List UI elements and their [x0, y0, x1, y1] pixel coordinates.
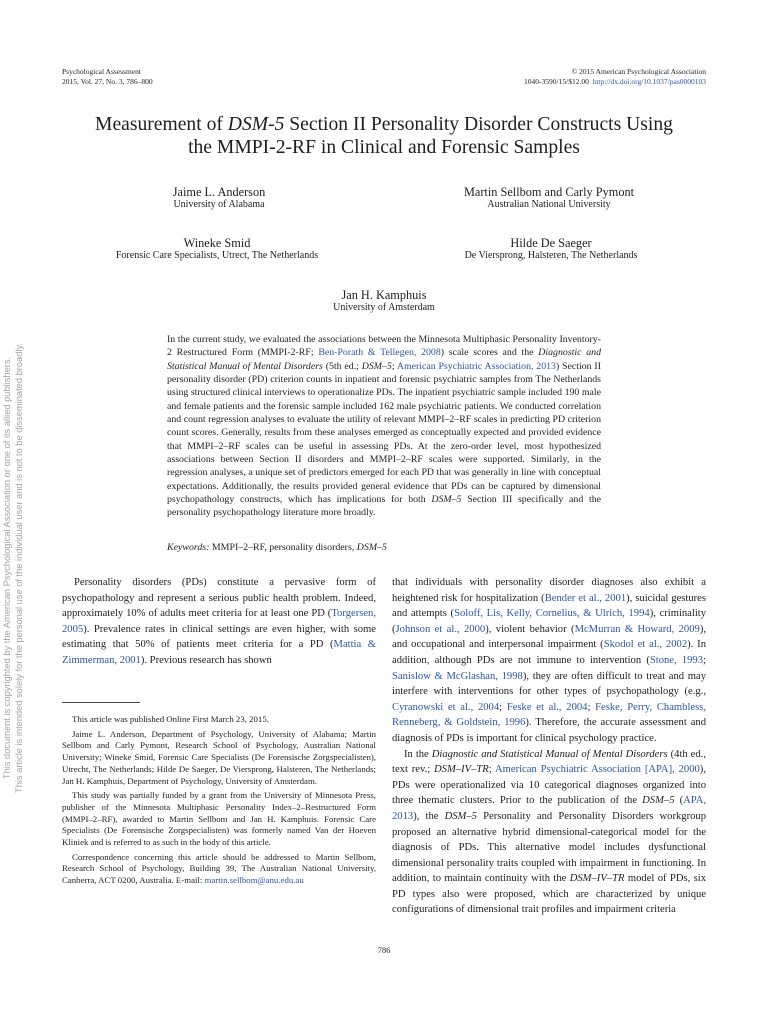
- copyright-header: [524, 67, 706, 86]
- author-block: [54, 185, 384, 211]
- body-paragraph: [62, 575, 376, 669]
- body-text: ). Previous research has shown: [140, 654, 272, 666]
- body-text: model of PDs, six PD types also were proposed, which are characterized by unique configurations of dimensional trait profiles and impairment criteria: [392, 873, 706, 916]
- citation-link[interactable]: Skodol et al., 2002: [603, 639, 688, 651]
- copyright-side-notice: [1, 280, 25, 856]
- body-emphasis: DSM–5: [444, 810, 477, 822]
- abstract-text: In the current study, we evaluated the associations between the Minnesota Multiphasic Personality Inventory-2 Restructured Form (MMPI-2-RF;: [167, 334, 601, 359]
- footnote-text: Correspondence concerning this article should be addressed to Martin Sellbom, Research School of Psychology, Building 39, The Australian National University, Canberra, ACT 0200, Australia. E-mail:: [62, 851, 376, 886]
- abstract-emphasis: Diagnostic and Statistical Manual of Mental Disorders: [167, 347, 601, 372]
- footnotes: [62, 714, 376, 890]
- body-paragraph: [392, 747, 706, 919]
- body-text: ), violent behavior (: [485, 623, 575, 635]
- body-emphasis: DSM–IV–TR: [434, 764, 489, 776]
- citation-link[interactable]: Sanislow & McGlashan, 1998: [392, 670, 523, 682]
- author-block: [52, 236, 382, 262]
- body-text: ), they are often difficult to treat and may interfere with interventions for other types of psychopathology (e.g.,: [392, 670, 706, 698]
- body-text: ;: [488, 764, 495, 776]
- article-title: [40, 113, 728, 159]
- abstract-text: ) scale scores and the: [440, 347, 539, 359]
- title-text: Section II Personality Disorder Constructs Using: [284, 114, 673, 135]
- citation-link[interactable]: Bender et al., 2001: [544, 592, 627, 604]
- author-block: [386, 236, 716, 262]
- citation-link[interactable]: McMurran & Howard, 2009: [574, 623, 700, 635]
- body-text: ), the: [413, 810, 445, 822]
- body-text: ;: [499, 701, 507, 713]
- body-text: ), criminality (: [392, 608, 707, 635]
- citation-link[interactable]: Soloff, Lis, Kelly, Cornelius, & Ulrich, 1994: [454, 608, 650, 620]
- author-affiliation: University of Alabama: [173, 199, 265, 210]
- author-affiliation: Australian National University: [487, 199, 611, 210]
- body-text: ;: [587, 701, 596, 713]
- citation-link[interactable]: American Psychiatric Association [APA], 2000: [494, 764, 700, 776]
- citation-link[interactable]: American Psychiatric Association, 2013: [396, 360, 556, 372]
- author-affiliation: Forensic Care Specialists, Utrect, The Netherlands: [115, 250, 319, 261]
- side-notice-line: This document is copyrighted by the American Psychological Association or one of its allied publishers.: [2, 356, 12, 780]
- body-text: that individuals with personality disorder diagnoses also exhibit a heightened risk for hospitalization (: [392, 577, 706, 604]
- author-name: Martin Sellbom and Carly Pymont: [463, 185, 635, 199]
- body-text: (4th ed., text rev.;: [392, 748, 706, 776]
- abstract-text: (5th ed.;: [322, 360, 362, 372]
- citation-link[interactable]: Feske et al., 2004: [506, 701, 588, 713]
- citation-link[interactable]: Stone, 1993: [649, 654, 704, 666]
- body-emphasis: DSM–5: [642, 795, 675, 807]
- journal-citation: 2015, Vol. 27, No. 3, 786–800: [62, 76, 153, 86]
- journal-name: Psychological Assessment: [62, 67, 141, 76]
- body-text: Personality and Personality Disorders workgroup proposed an alternative hybrid dimensional-categorical model for the diagnosis of PDs. This alternative model includes dysfunctional dimensional personality traits coupled with impairment in functioning. In addition, to maintain continuity with the: [392, 810, 706, 885]
- citation-link[interactable]: Cyranowski et al., 2004: [392, 701, 500, 713]
- body-text: ), suicidal gestures and attempts (: [392, 592, 707, 620]
- body-text: In the: [404, 748, 432, 760]
- title-text: Measurement of: [95, 114, 228, 135]
- abstract-text: ) Section II personality disorder (PD) criterion counts in inpatient and forensic psychiatric samples from The Netherlands using structured clinical interviews to operationalize PDs. The inpatient psychiatric sample included 190 male and female patients and the forensic sample included 162 male psychiatric patients. We conducted correlation and count regression analyses to evaluate the utility of relevant MMPI–2–RF scales in predicting PD criterion count scores. Generally, results from these analyses emerged as conceptually expected and provided evidence that MMPI–2–RF scales can be useful in assessing PDs. At the zero-order level, most hypothesized associations between Section II disorders and MMPI–2–RF scales were supported. Similarly, in the regression analyses, a unique set of predictors emerged for each PD that was generally in line with conceptual expectations. Additionally, the results provided general evidence that PDs can be captured by dimensional psychopathology constructs, which has implications for both: [167, 360, 601, 506]
- citation-link[interactable]: Feske, Perry, Chambless, Renneberg, & Goldstein, 1996: [392, 701, 706, 729]
- author-name: Wineke Smid: [183, 236, 251, 250]
- email-link[interactable]: martin.sellbom@anu.edu.au: [204, 875, 304, 886]
- keywords: [167, 542, 601, 553]
- abstract-emphasis: DSM–5: [361, 360, 392, 372]
- body-column-left: [62, 575, 376, 669]
- body-text: ), PDs were operationalized via 10 categorical diagnoses organized into three thematic clusters. Prior to the publication of the: [392, 764, 706, 807]
- page-number: 786: [377, 945, 391, 955]
- body-emphasis: Diagnostic and Statistical Manual of Mental Disorders: [431, 748, 668, 760]
- body-text: ), and occupational and interpersonal impairment (: [392, 623, 707, 651]
- journal-header: [62, 67, 153, 86]
- footnote: Jaime L. Anderson, Department of Psychology, University of Alabama; Martin Sellbom and Carly Pymont, Research School of Psychology, Australian National University; Wineke Smid, Forensic Care Specialists (De Forensische Zorgspecialisten), Utrecht, The Netherlands; Hilde De Saeger, De Viersprong, Halsteren, The Netherlands; Jan H. Kamphuis, Department of Psychology, University of Amsterdam.: [62, 728, 376, 786]
- citation-link[interactable]: APA, 2013: [392, 795, 706, 822]
- author-block: [219, 288, 549, 314]
- footnote: This article was published Online First March 23, 2015.: [72, 714, 269, 724]
- author-block: [384, 185, 714, 211]
- abstract-text: ;: [391, 360, 397, 372]
- body-paragraph: [392, 575, 706, 747]
- body-text: (: [674, 795, 684, 807]
- body-text: ). Therefore, the accurate assessment and diagnosis of PDs is important for clinical psychology practice.: [392, 717, 706, 744]
- title-line-1: [40, 113, 728, 136]
- doi-link[interactable]: http://dx.doi.org/10.1037/pas0000103: [592, 76, 706, 86]
- issn: 1040-3590/15/$12.00: [524, 76, 589, 86]
- author-affiliation: De Viersprong, Halsteren, The Netherlands: [464, 250, 638, 261]
- keywords-label: Keywords:: [167, 542, 210, 553]
- body-text: Personality disorders (PDs) constitute a pervasive form of psychopathology and represent a serious public health problem. Indeed, approximately 10% of adults meet criteria for at least one PD (: [62, 577, 376, 620]
- title-line-2: the MMPI-2-RF in Clinical and Forensic Samples: [188, 137, 580, 158]
- citation-link[interactable]: Torgersen, 2005: [62, 608, 376, 635]
- author-name: Hilde De Saeger: [510, 236, 592, 250]
- body-text: ). In addition, although PDs are not immune to intervention (: [392, 639, 706, 666]
- citation-link[interactable]: Mattia & Zimmerman, 2001: [62, 639, 377, 666]
- body-column-right: [392, 575, 706, 918]
- abstract-text: Section III specifically and the personality psychopathology literature more broadly.: [167, 494, 601, 519]
- footnote: This study was partially funded by a grant from the University of Minnesota Press, publisher of the Minnesota Multiphasic Personality Index–2–Restructured Form (MMPI–2–RF), awarded to Martin Sellbom and Jan H. Kamphuis. Forensic Care Specialists (De Forensische Zorgspecialisten) was formerly named Van der Hoeven Kliniek and is referred to as such in the body of this article.: [62, 790, 376, 848]
- body-text: ;: [703, 654, 706, 666]
- abstract-emphasis: DSM–5: [431, 494, 462, 506]
- keywords-emphasis: DSM–5: [356, 542, 387, 553]
- author-name: Jan H. Kamphuis: [341, 288, 427, 302]
- body-emphasis: DSM–IV–TR: [569, 873, 625, 885]
- keywords-text: MMPI–2–RF, personality disorders,: [209, 542, 357, 553]
- copyright-line: © 2015 American Psychological Association: [571, 67, 706, 76]
- title-emphasis: DSM-5: [227, 114, 285, 135]
- issn-doi-line: [524, 77, 706, 87]
- author-name: Jaime L. Anderson: [172, 185, 266, 199]
- side-notice-line: This article is intended solely for the personal use of the individual user and is not to be disseminated broadly.: [14, 343, 24, 793]
- footnote: [62, 852, 376, 887]
- citation-link[interactable]: Johnson et al., 2000: [395, 623, 486, 635]
- citation-link[interactable]: Ben-Porath & Tellegen, 2008: [318, 347, 441, 359]
- abstract: [167, 333, 601, 520]
- body-text: ). Prevalence rates in clinical settings are even higher, with some estimating that 50% of patients meet criteria for a PD (: [62, 623, 376, 651]
- author-affiliation: University of Amsterdam: [333, 302, 435, 313]
- footnote-divider: [62, 702, 140, 703]
